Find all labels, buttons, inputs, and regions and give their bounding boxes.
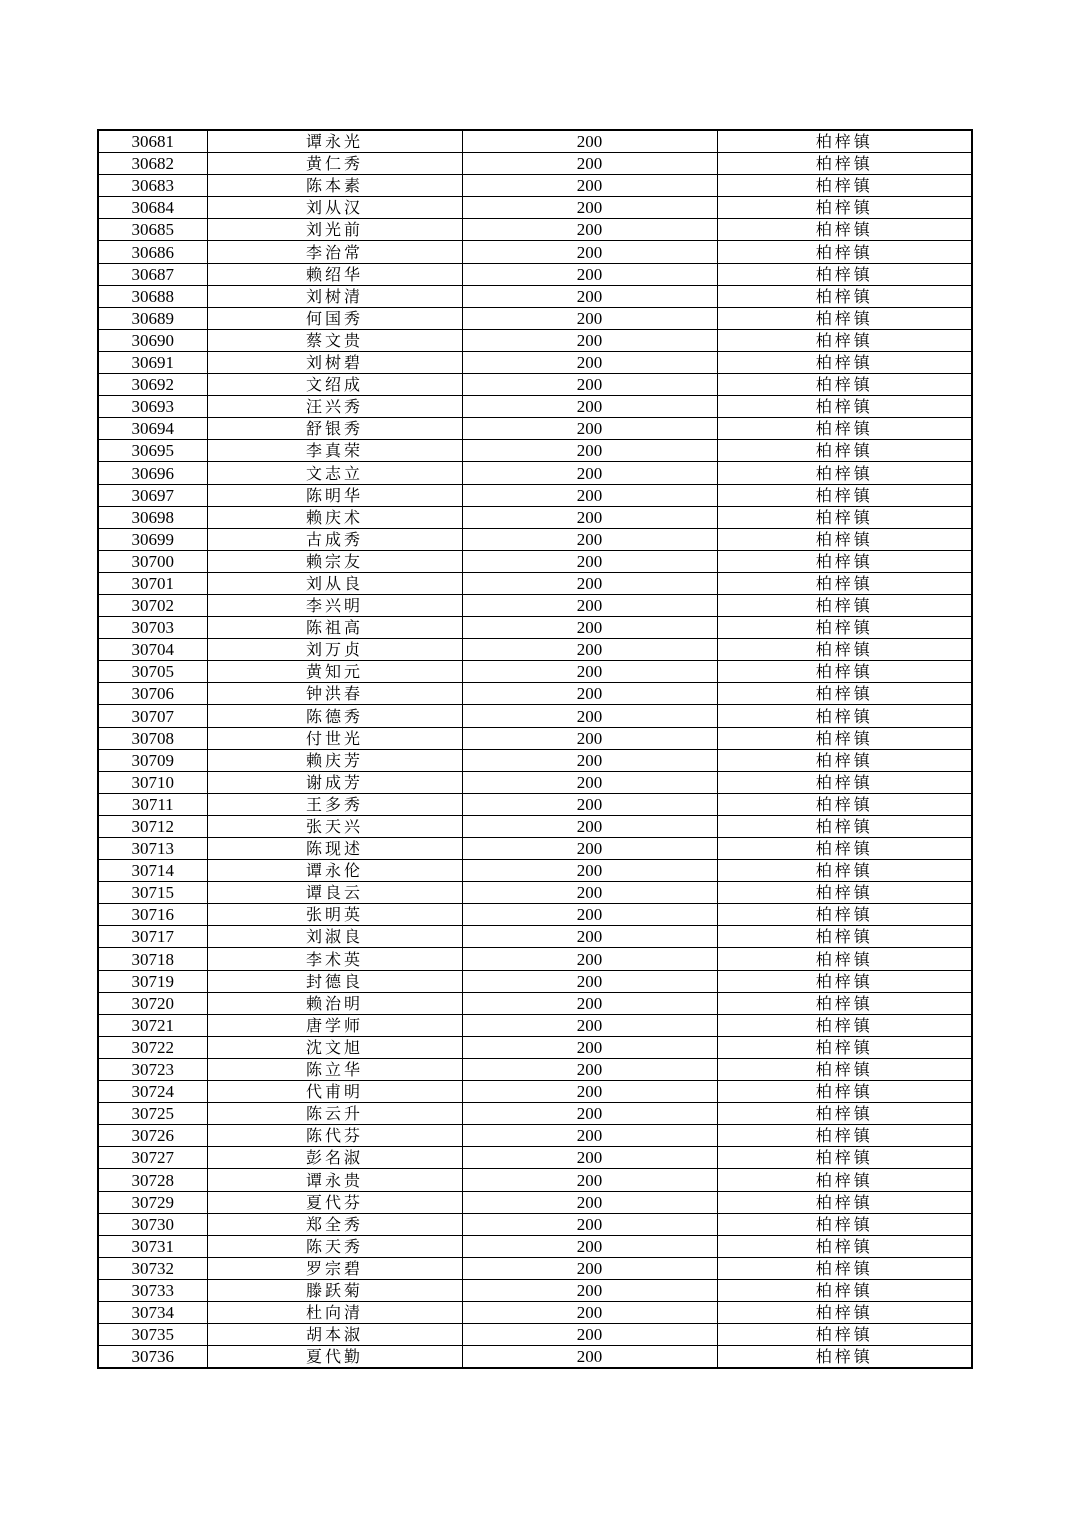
table-row — [98, 130, 972, 153]
name-cell: 陈明华 — [207, 484, 462, 506]
table-row — [98, 1213, 972, 1235]
name-cell: 罗宗碧 — [207, 1257, 462, 1279]
name-cell: 滕跃菊 — [207, 1279, 462, 1301]
town-cell: 柏梓镇 — [717, 1346, 972, 1369]
town-cell: 柏梓镇 — [717, 926, 972, 948]
town-cell: 柏梓镇 — [717, 484, 972, 506]
town-cell: 柏梓镇 — [717, 1213, 972, 1235]
id-cell: 30724 — [98, 1081, 207, 1103]
name-cell: 赖宗友 — [207, 550, 462, 572]
name-cell: 谭永贵 — [207, 1169, 462, 1191]
table-row — [98, 705, 972, 727]
name-cell: 谭良云 — [207, 882, 462, 904]
name-cell: 刘从汉 — [207, 197, 462, 219]
table-row — [98, 572, 972, 594]
name-cell: 代甫明 — [207, 1081, 462, 1103]
table-row — [98, 683, 972, 705]
table-row — [98, 396, 972, 418]
name-cell: 谭永伦 — [207, 860, 462, 882]
name-cell: 杜向清 — [207, 1301, 462, 1323]
table-row — [98, 771, 972, 793]
name-cell: 郑全秀 — [207, 1213, 462, 1235]
name-cell: 黄仁秀 — [207, 153, 462, 175]
name-cell: 沈文旭 — [207, 1036, 462, 1058]
name-cell: 夏代芬 — [207, 1191, 462, 1213]
name-cell: 赖绍华 — [207, 263, 462, 285]
id-cell: 30714 — [98, 860, 207, 882]
amount-cell: 200 — [462, 130, 717, 153]
amount-cell: 200 — [462, 992, 717, 1014]
amount-cell: 200 — [462, 970, 717, 992]
amount-cell: 200 — [462, 705, 717, 727]
amount-cell: 200 — [462, 550, 717, 572]
town-cell: 柏梓镇 — [717, 594, 972, 616]
id-cell: 30732 — [98, 1257, 207, 1279]
id-cell: 30702 — [98, 594, 207, 616]
name-cell: 刘光前 — [207, 219, 462, 241]
name-cell: 刘淑良 — [207, 926, 462, 948]
town-cell: 柏梓镇 — [717, 1235, 972, 1257]
table-row — [98, 793, 972, 815]
name-cell: 陈立华 — [207, 1058, 462, 1080]
amount-cell: 200 — [462, 351, 717, 373]
id-cell: 30723 — [98, 1058, 207, 1080]
town-cell: 柏梓镇 — [717, 860, 972, 882]
table-row — [98, 948, 972, 970]
name-cell: 赖治明 — [207, 992, 462, 1014]
table-row — [98, 462, 972, 484]
id-cell: 30726 — [98, 1125, 207, 1147]
amount-cell: 200 — [462, 1125, 717, 1147]
amount-cell: 200 — [462, 263, 717, 285]
amount-cell: 200 — [462, 594, 717, 616]
id-cell: 30687 — [98, 263, 207, 285]
amount-cell: 200 — [462, 307, 717, 329]
town-cell: 柏梓镇 — [717, 396, 972, 418]
amount-cell: 200 — [462, 528, 717, 550]
name-cell: 陈本素 — [207, 175, 462, 197]
town-cell: 柏梓镇 — [717, 175, 972, 197]
amount-cell: 200 — [462, 374, 717, 396]
amount-cell: 200 — [462, 727, 717, 749]
name-cell: 文志立 — [207, 462, 462, 484]
id-cell: 30730 — [98, 1213, 207, 1235]
town-cell: 柏梓镇 — [717, 506, 972, 528]
amount-cell: 200 — [462, 241, 717, 263]
amount-cell: 200 — [462, 1301, 717, 1323]
town-cell: 柏梓镇 — [717, 572, 972, 594]
town-cell: 柏梓镇 — [717, 241, 972, 263]
name-cell: 胡本淑 — [207, 1324, 462, 1346]
name-cell: 李治常 — [207, 241, 462, 263]
town-cell: 柏梓镇 — [717, 705, 972, 727]
table-row — [98, 351, 972, 373]
amount-cell: 200 — [462, 1257, 717, 1279]
id-cell: 30722 — [98, 1036, 207, 1058]
id-cell: 30721 — [98, 1014, 207, 1036]
table-row — [98, 440, 972, 462]
table-row — [98, 528, 972, 550]
id-cell: 30709 — [98, 749, 207, 771]
table-row — [98, 1014, 972, 1036]
amount-cell: 200 — [462, 948, 717, 970]
amount-cell: 200 — [462, 1324, 717, 1346]
name-cell: 刘从良 — [207, 572, 462, 594]
amount-cell: 200 — [462, 771, 717, 793]
amount-cell: 200 — [462, 1213, 717, 1235]
town-cell: 柏梓镇 — [717, 904, 972, 926]
town-cell: 柏梓镇 — [717, 1191, 972, 1213]
town-cell: 柏梓镇 — [717, 771, 972, 793]
town-cell: 柏梓镇 — [717, 1279, 972, 1301]
id-cell: 30703 — [98, 617, 207, 639]
table-row — [98, 550, 972, 572]
id-cell: 30735 — [98, 1324, 207, 1346]
town-cell: 柏梓镇 — [717, 1036, 972, 1058]
amount-cell: 200 — [462, 617, 717, 639]
amount-cell: 200 — [462, 418, 717, 440]
name-cell: 付世光 — [207, 727, 462, 749]
amount-cell: 200 — [462, 882, 717, 904]
town-cell: 柏梓镇 — [717, 307, 972, 329]
id-cell: 30691 — [98, 351, 207, 373]
table-row — [98, 241, 972, 263]
table-row — [98, 727, 972, 749]
name-cell: 李兴明 — [207, 594, 462, 616]
id-cell: 30731 — [98, 1235, 207, 1257]
table-row — [98, 1324, 972, 1346]
id-cell: 30696 — [98, 462, 207, 484]
town-cell: 柏梓镇 — [717, 1014, 972, 1036]
amount-cell: 200 — [462, 926, 717, 948]
id-cell: 30686 — [98, 241, 207, 263]
id-cell: 30684 — [98, 197, 207, 219]
name-cell: 赖庆芳 — [207, 749, 462, 771]
town-cell: 柏梓镇 — [717, 263, 972, 285]
name-cell: 李术英 — [207, 948, 462, 970]
amount-cell: 200 — [462, 1014, 717, 1036]
id-cell: 30727 — [98, 1147, 207, 1169]
id-cell: 30711 — [98, 793, 207, 815]
table-row — [98, 1279, 972, 1301]
town-cell: 柏梓镇 — [717, 329, 972, 351]
town-cell: 柏梓镇 — [717, 815, 972, 837]
amount-cell: 200 — [462, 219, 717, 241]
table-row — [98, 1036, 972, 1058]
town-cell: 柏梓镇 — [717, 1058, 972, 1080]
id-cell: 30729 — [98, 1191, 207, 1213]
town-cell: 柏梓镇 — [717, 219, 972, 241]
table-row — [98, 1191, 972, 1213]
name-cell: 唐学师 — [207, 1014, 462, 1036]
amount-cell: 200 — [462, 838, 717, 860]
amount-cell: 200 — [462, 440, 717, 462]
amount-cell: 200 — [462, 1279, 717, 1301]
town-cell: 柏梓镇 — [717, 838, 972, 860]
amount-cell: 200 — [462, 175, 717, 197]
town-cell: 柏梓镇 — [717, 1169, 972, 1191]
town-cell: 柏梓镇 — [717, 285, 972, 307]
amount-cell: 200 — [462, 506, 717, 528]
id-cell: 30700 — [98, 550, 207, 572]
town-cell: 柏梓镇 — [717, 727, 972, 749]
table-row — [98, 1147, 972, 1169]
table-row — [98, 815, 972, 837]
town-cell: 柏梓镇 — [717, 153, 972, 175]
amount-cell: 200 — [462, 793, 717, 815]
id-cell: 30685 — [98, 219, 207, 241]
name-cell: 陈代芬 — [207, 1125, 462, 1147]
town-cell: 柏梓镇 — [717, 351, 972, 373]
name-cell: 谭永光 — [207, 130, 462, 153]
id-cell: 30720 — [98, 992, 207, 1014]
amount-cell: 200 — [462, 749, 717, 771]
amount-cell: 200 — [462, 683, 717, 705]
town-cell: 柏梓镇 — [717, 683, 972, 705]
id-cell: 30683 — [98, 175, 207, 197]
amount-cell: 200 — [462, 904, 717, 926]
name-cell: 钟洪春 — [207, 683, 462, 705]
amount-cell: 200 — [462, 484, 717, 506]
id-cell: 30716 — [98, 904, 207, 926]
id-cell: 30701 — [98, 572, 207, 594]
id-cell: 30682 — [98, 153, 207, 175]
name-cell: 刘树碧 — [207, 351, 462, 373]
name-cell: 刘树清 — [207, 285, 462, 307]
name-cell: 汪兴秀 — [207, 396, 462, 418]
town-cell: 柏梓镇 — [717, 418, 972, 440]
table-row — [98, 1125, 972, 1147]
amount-cell: 200 — [462, 1103, 717, 1125]
name-cell: 陈天秀 — [207, 1235, 462, 1257]
id-cell: 30699 — [98, 528, 207, 550]
town-cell: 柏梓镇 — [717, 197, 972, 219]
id-cell: 30681 — [98, 130, 207, 153]
name-cell: 封德良 — [207, 970, 462, 992]
id-cell: 30689 — [98, 307, 207, 329]
id-cell: 30717 — [98, 926, 207, 948]
name-cell: 刘万贞 — [207, 639, 462, 661]
table-row — [98, 992, 972, 1014]
table-row — [98, 860, 972, 882]
name-cell: 文绍成 — [207, 374, 462, 396]
id-cell: 30725 — [98, 1103, 207, 1125]
town-cell: 柏梓镇 — [717, 749, 972, 771]
id-cell: 30712 — [98, 815, 207, 837]
town-cell: 柏梓镇 — [717, 440, 972, 462]
amount-cell: 200 — [462, 197, 717, 219]
table-row — [98, 882, 972, 904]
amount-cell: 200 — [462, 1081, 717, 1103]
table-row — [98, 661, 972, 683]
name-cell: 张天兴 — [207, 815, 462, 837]
town-cell: 柏梓镇 — [717, 1324, 972, 1346]
town-cell: 柏梓镇 — [717, 1081, 972, 1103]
table-row — [98, 749, 972, 771]
id-cell: 30733 — [98, 1279, 207, 1301]
town-cell: 柏梓镇 — [717, 374, 972, 396]
name-cell: 夏代勤 — [207, 1346, 462, 1369]
id-cell: 30692 — [98, 374, 207, 396]
name-cell: 谢成芳 — [207, 771, 462, 793]
table-row — [98, 197, 972, 219]
name-cell: 陈祖高 — [207, 617, 462, 639]
id-cell: 30693 — [98, 396, 207, 418]
table-row — [98, 1301, 972, 1323]
id-cell: 30697 — [98, 484, 207, 506]
name-cell: 黄知元 — [207, 661, 462, 683]
town-cell: 柏梓镇 — [717, 1125, 972, 1147]
name-cell: 陈云升 — [207, 1103, 462, 1125]
id-cell: 30736 — [98, 1346, 207, 1369]
amount-cell: 200 — [462, 1147, 717, 1169]
id-cell: 30715 — [98, 882, 207, 904]
roster-body — [98, 130, 972, 1368]
table-row — [98, 307, 972, 329]
amount-cell: 200 — [462, 329, 717, 351]
town-cell: 柏梓镇 — [717, 661, 972, 683]
name-cell: 赖庆术 — [207, 506, 462, 528]
table-row — [98, 219, 972, 241]
table-row — [98, 175, 972, 197]
table-row — [98, 153, 972, 175]
table-row — [98, 285, 972, 307]
amount-cell: 200 — [462, 1235, 717, 1257]
town-cell: 柏梓镇 — [717, 882, 972, 904]
id-cell: 30694 — [98, 418, 207, 440]
name-cell: 陈现述 — [207, 838, 462, 860]
amount-cell: 200 — [462, 153, 717, 175]
town-cell: 柏梓镇 — [717, 1301, 972, 1323]
table-row — [98, 904, 972, 926]
name-cell: 王多秀 — [207, 793, 462, 815]
name-cell: 张明英 — [207, 904, 462, 926]
name-cell: 彭名淑 — [207, 1147, 462, 1169]
table-row — [98, 1058, 972, 1080]
table-row — [98, 970, 972, 992]
town-cell: 柏梓镇 — [717, 948, 972, 970]
id-cell: 30728 — [98, 1169, 207, 1191]
amount-cell: 200 — [462, 639, 717, 661]
table-row — [98, 594, 972, 616]
table-row — [98, 639, 972, 661]
amount-cell: 200 — [462, 1036, 717, 1058]
id-cell: 30719 — [98, 970, 207, 992]
amount-cell: 200 — [462, 1346, 717, 1369]
amount-cell: 200 — [462, 815, 717, 837]
amount-cell: 200 — [462, 1058, 717, 1080]
amount-cell: 200 — [462, 572, 717, 594]
town-cell: 柏梓镇 — [717, 550, 972, 572]
id-cell: 30708 — [98, 727, 207, 749]
town-cell: 柏梓镇 — [717, 639, 972, 661]
table-row — [98, 1103, 972, 1125]
id-cell: 30710 — [98, 771, 207, 793]
id-cell: 30713 — [98, 838, 207, 860]
town-cell: 柏梓镇 — [717, 617, 972, 639]
id-cell: 30718 — [98, 948, 207, 970]
name-cell: 古成秀 — [207, 528, 462, 550]
town-cell: 柏梓镇 — [717, 970, 972, 992]
table-row — [98, 1257, 972, 1279]
town-cell: 柏梓镇 — [717, 1103, 972, 1125]
town-cell: 柏梓镇 — [717, 130, 972, 153]
table-row — [98, 484, 972, 506]
id-cell: 30707 — [98, 705, 207, 727]
table-row — [98, 374, 972, 396]
town-cell: 柏梓镇 — [717, 1147, 972, 1169]
amount-cell: 200 — [462, 1191, 717, 1213]
table-row — [98, 617, 972, 639]
table-row — [98, 506, 972, 528]
id-cell: 30690 — [98, 329, 207, 351]
table-row — [98, 1346, 972, 1369]
town-cell: 柏梓镇 — [717, 462, 972, 484]
town-cell: 柏梓镇 — [717, 992, 972, 1014]
id-cell: 30705 — [98, 661, 207, 683]
table-row — [98, 1081, 972, 1103]
town-cell: 柏梓镇 — [717, 1257, 972, 1279]
table-row — [98, 1235, 972, 1257]
amount-cell: 200 — [462, 1169, 717, 1191]
amount-cell: 200 — [462, 661, 717, 683]
name-cell: 何国秀 — [207, 307, 462, 329]
name-cell: 舒银秀 — [207, 418, 462, 440]
roster-table — [97, 129, 973, 1369]
amount-cell: 200 — [462, 860, 717, 882]
name-cell: 陈德秀 — [207, 705, 462, 727]
table-row — [98, 838, 972, 860]
table-row — [98, 263, 972, 285]
amount-cell: 200 — [462, 462, 717, 484]
name-cell: 李真荣 — [207, 440, 462, 462]
id-cell: 30695 — [98, 440, 207, 462]
amount-cell: 200 — [462, 396, 717, 418]
town-cell: 柏梓镇 — [717, 793, 972, 815]
name-cell: 蔡文贵 — [207, 329, 462, 351]
id-cell: 30704 — [98, 639, 207, 661]
table-row — [98, 329, 972, 351]
table-row — [98, 1169, 972, 1191]
table-row — [98, 926, 972, 948]
id-cell: 30688 — [98, 285, 207, 307]
id-cell: 30706 — [98, 683, 207, 705]
id-cell: 30698 — [98, 506, 207, 528]
id-cell: 30734 — [98, 1301, 207, 1323]
amount-cell: 200 — [462, 285, 717, 307]
town-cell: 柏梓镇 — [717, 528, 972, 550]
table-row — [98, 418, 972, 440]
